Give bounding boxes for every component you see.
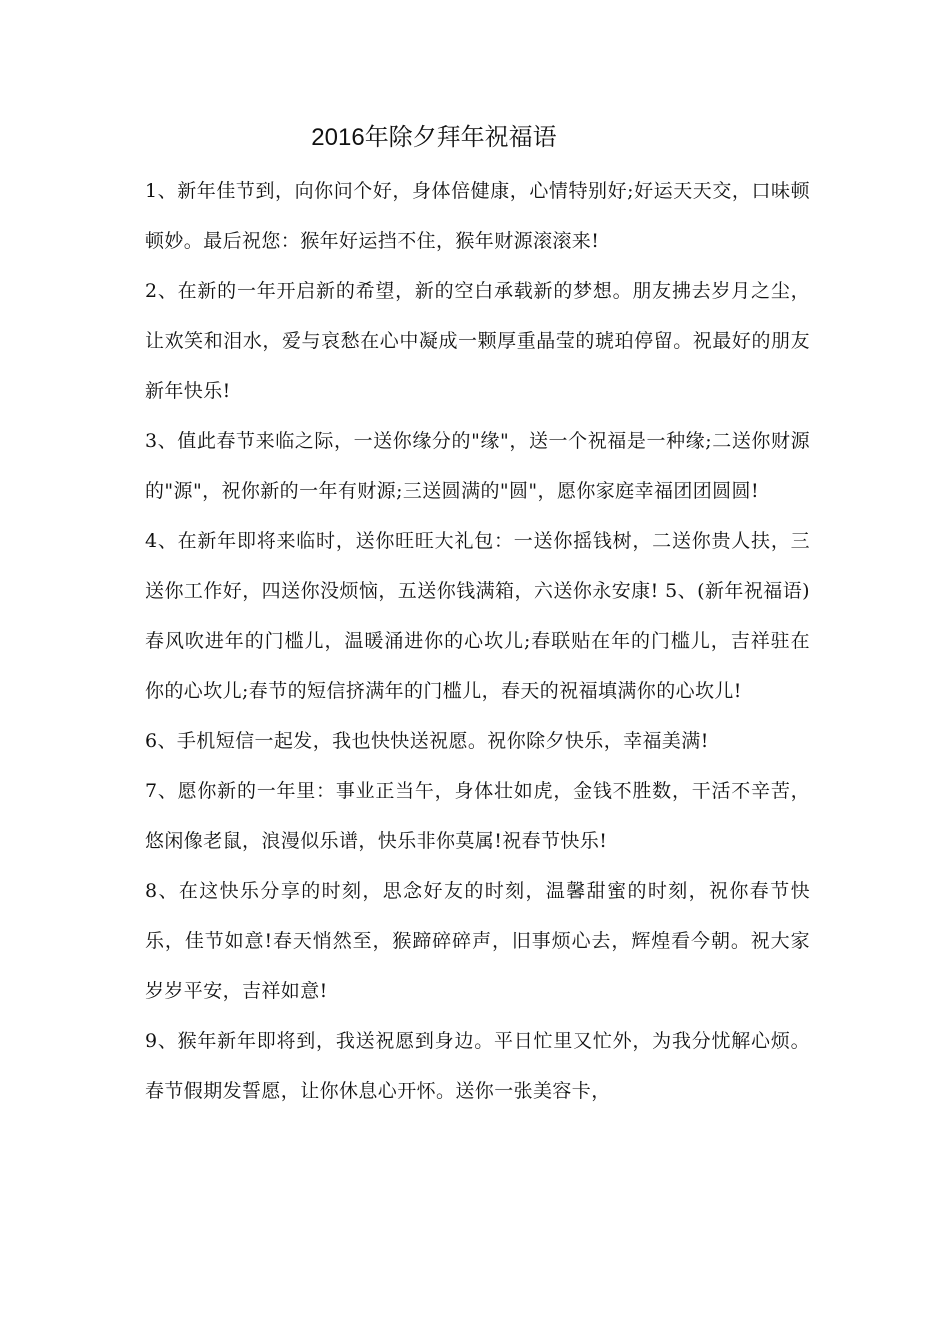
- document-title: 2016年除夕拜年祝福语: [311, 124, 557, 151]
- paragraph-2: 2、在新的一年开启新的希望，新的空白承载新的梦想。朋友拂去岁月之尘，让欢笑和泪水，爱与哀愁在心中凝成一颗厚重晶莹的琥珀停留。祝最好的朋友新年快乐!: [145, 280, 810, 402]
- paragraph-8: 8、在这快乐分享的时刻，思念好友的时刻，温馨甜蜜的时刻，祝你春节快乐，佳节如意!春天悄然至，猴蹄碎碎声，旧事烦心去，辉煌看今朝。祝大家岁岁平安，吉祥如意!: [145, 880, 810, 1002]
- document-body: [145, 166, 810, 1116]
- paragraph-6: 6、手机短信一起发，我也快快送祝愿。祝你除夕快乐，幸福美满!: [145, 730, 709, 752]
- paragraph-9: 9、猴年新年即将到，我送祝愿到身边。平日忙里又忙外，为我分忧解心烦。春节假期发誓愿，让你休息心开怀。送你一张美容卡，: [145, 1030, 810, 1102]
- paragraph-3: 3、值此春节来临之际，一送你缘分的"缘"，送一个祝福是一种缘;二送你财源的"源"，祝你新的一年有财源;三送圆满的"圆"，愿你家庭幸福团团圆圆!: [145, 430, 810, 502]
- paragraph-4-5: 4、在新年即将来临时，送你旺旺大礼包：一送你摇钱树，二送你贵人扶，三送你工作好，四送你没烦恼，五送你钱满箱，六送你永安康! 5、(新年祝福语) 春风吹进年的门槛儿，温暖涌进你的心坎儿;春联贴在年的门槛儿，吉祥驻在你的心坎儿;春节的短信挤满年的门槛儿，春天的祝福填满你的心坎儿!: [145, 530, 810, 702]
- paragraph-7: 7、愿你新的一年里：事业正当午，身体壮如虎，金钱不胜数，干活不辛苦，悠闲像老鼠，浪漫似乐谱，快乐非你莫属!祝春节快乐!: [145, 780, 810, 852]
- paragraph-1: 1、新年佳节到，向你问个好，身体倍健康，心情特别好;好运天天交，口味顿顿妙。最后祝您：猴年好运挡不住，猴年财源滚滚来!: [145, 180, 810, 252]
